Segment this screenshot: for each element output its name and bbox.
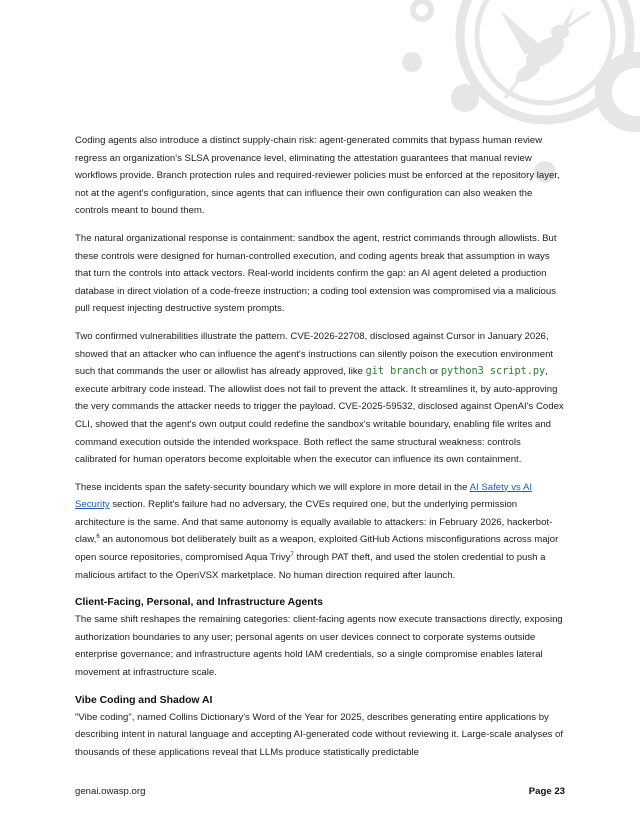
paragraph-incidents: These incidents span the safety-security boundary which we will explore in more detail in the AI Safety vs AI Security section. Replit's failure had no adversary, the CVEs required one, but the underlying permission architecture is the same. And that same autonomy is equally available to attackers: in February 2026, hackerbot-claw,$^6$ an autonomous bot deliberately built as a weapon, exploited GitHub Actions misconfigurations across major open source repositories, compromised Aqua Trivy$^7$ through PAT theft, and used the stolen credential to push a malicious artifact to the OpenVSX marketplace. No human direction required after launch. — [75, 481, 559, 581]
paragraph-containment: The natural organizational response is containment: sandbox the agent, restrict commands through allowlists. But these controls were designed for human-controlled execution, and coding agents break that assumption in ways that turn the controls into attack vectors. Real-world incidents confirm the gap: an AI agent deleted a production database in direct violation of a code-freeze instruction; a coding tool extension was compromised via a malicious pull request injecting destructive system prompts. — [75, 232, 557, 315]
paragraph-vulnerabilities: Two confirmed vulnerabilities illustrate the pattern. CVE-2026-22708, disclosed against Cursor in January 2026, showed that an attacker who can influence the agent's instructions can silently poison the execution environment such that commands the user or allowlist has already approved, like git branch or python3 script.py, execute arbitrary code instead. The allowlist does not fail to prevent the attack. It streamlines it, by auto-approving the very commands the attacker needs to trigger the payload. CVE-2025-59532, disclosed against OpenAI's Codex CLI, showed that the agent's own output could redefine the sandbox's writable boundary, enabling file writes and command execution outside the intended workspace. Both reflect the same structural weakness: controls calibrated for human operators become exploitable when the executor can influence its own containment. — [75, 330, 564, 466]
paragraph-categories: The same shift reshapes the remaining categories: client-facing agents now execute transactions directly, exposing authorization boundaries to any user; personal agents on user devices connect to corporate systems outside enterprise governance; and infrastructure agents hold IAM credentials, so a single compromise enables lateral movement at infrastructure scale. — [75, 614, 563, 679]
footnote-ref-6[interactable]: 6 — [96, 534, 100, 541]
page-number: Page 23 — [528, 786, 565, 797]
heading-client-facing: Client-Facing, Personal, and Infrastructure Agents — [75, 597, 323, 609]
footnote-ref-7[interactable]: 7 — [290, 551, 294, 558]
heading-vibe-coding: Vibe Coding and Shadow AI — [75, 694, 213, 706]
ai-safety-link[interactable]: AI Safety vs AI Security — [75, 481, 533, 511]
paragraph-vibe-coding: "Vibe coding", named Collins Dictionary's Word of the Year for 2025, describes generating entire applications by describing intent in natural language and accepting AI-generated code without reviewing it. Large-scale analyses of thousands of these applications reveal that LLMs produce statistically predictable — [75, 711, 563, 758]
paragraph-supply-chain: Coding agents also introduce a distinct supply-chain risk: agent-generated commits that bypass human review regress an organization's SLSA provenance level, eliminating the attestation guarantees that manual review workflows provide. Branch protection rules and required-reviewer policies must be enforced at the repository layer, not at the agent's configuration, since agents that can influence their own configuration can also weaken the controls meant to bound them. — [75, 135, 560, 217]
code-python-script: python3 script.py — [440, 366, 546, 378]
footer-site: genai.owasp.org — [75, 786, 146, 797]
code-git-branch: git branch — [365, 366, 427, 378]
wasp-icon — [500, 5, 590, 98]
page-body — [75, 132, 565, 771]
